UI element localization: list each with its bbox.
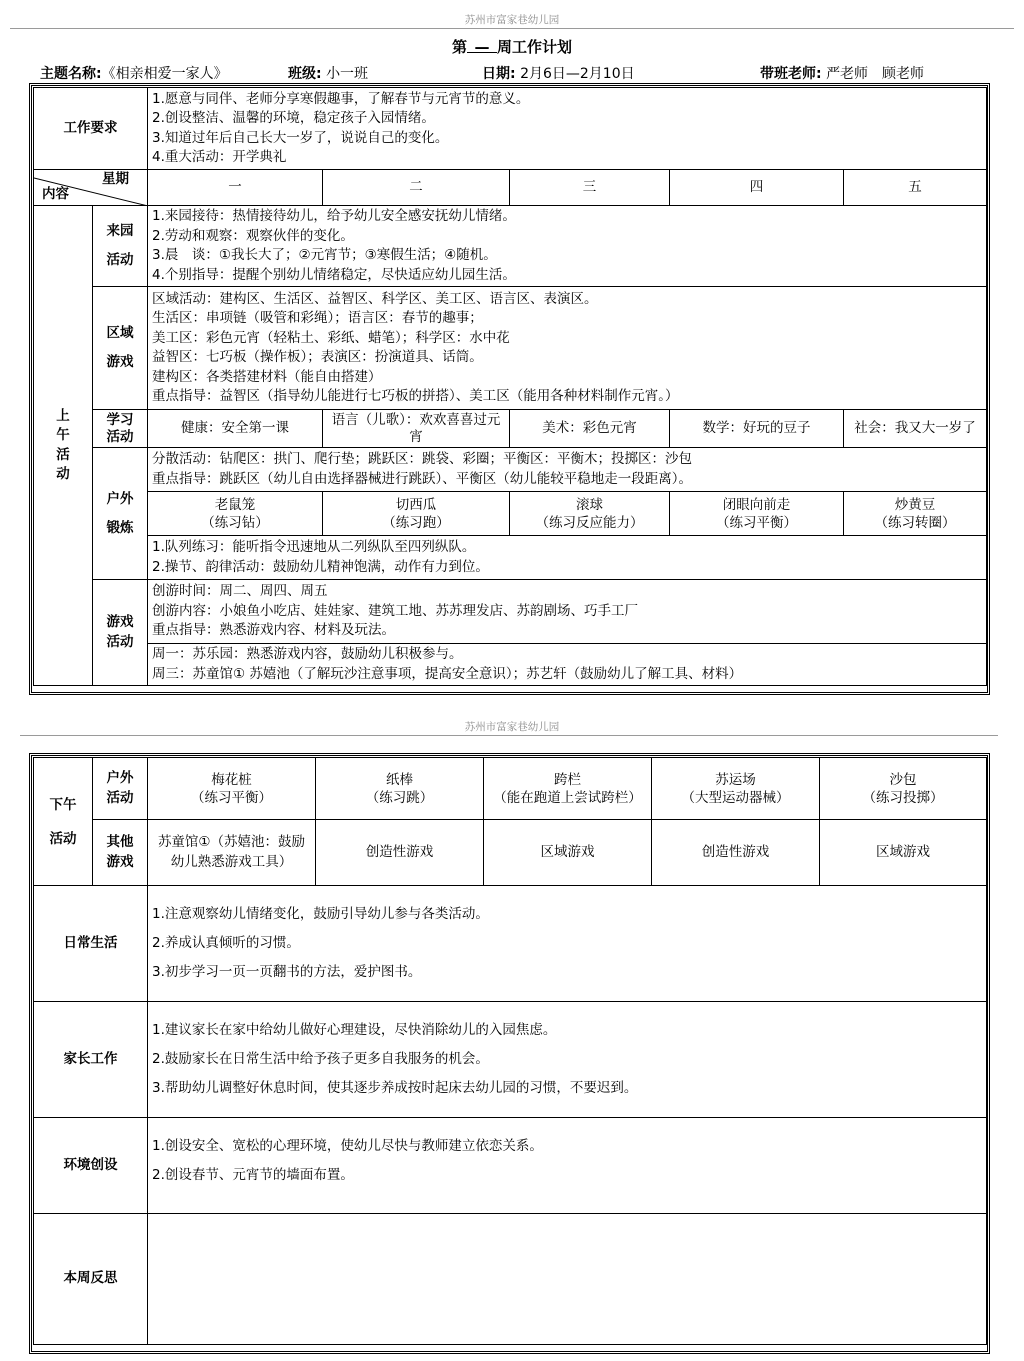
work-requirements-content [148, 88, 987, 170]
outdoor-bottom-row [34, 536, 987, 580]
afternoon-activity-label [34, 758, 93, 886]
header-rule-page2 [20, 735, 998, 736]
daily-life-label: 日常生活 [34, 886, 148, 1002]
afternoon-game-note: （大型运动器械） [681, 789, 790, 806]
area-label-line: 区域 [106, 325, 134, 341]
afternoon-game-note: （练习投掷） [862, 789, 944, 806]
area-item: 美工区：彩色元宵（轻粘土、彩纸、蜡笔）；科学区：水中花 [152, 329, 510, 346]
day-header-fri: 五 [844, 170, 987, 206]
outdoor-game-note: （练习跑） [382, 514, 450, 531]
outdoor-game-name: 老鼠笼 [214, 496, 256, 513]
outdoor-item: 1.队列练习：能听指令迅速地从二列纵队至四列纵队。 [152, 539, 476, 555]
outdoor-game-wed [510, 492, 670, 536]
afternoon-game-note: （练习平衡） [191, 789, 272, 806]
daily-item: 3.初步学习一页一页翻书的方法，爱护图书。 [152, 964, 422, 980]
work-requirements-label: 工作要求 [34, 88, 148, 170]
weekly-plan-table [33, 87, 987, 686]
afternoon-outdoor-thu [652, 758, 820, 820]
environment-row [34, 1118, 987, 1214]
outdoor-game-tue [323, 492, 510, 536]
daily-life-content [148, 886, 987, 1002]
study-label-line: 学习 [106, 411, 134, 428]
outdoor-bottom-content [148, 536, 987, 580]
afternoon-game-name: 跨栏 [554, 771, 581, 788]
day-header-thu: 四 [670, 170, 844, 206]
morning-label-char: 动 [56, 466, 70, 482]
theme-field [40, 63, 228, 83]
arrival-activity-label [93, 206, 148, 287]
outdoor-item: 2.操节、韵律活动：鼓励幼儿精神饱满，动作有力到位。 [152, 558, 489, 575]
area-item: 区域活动：建构区、生活区、益智区、科学区、美工区、语言区、表演区。 [152, 290, 598, 307]
outdoor-game-note: （练习平衡） [716, 514, 797, 531]
outdoor-top-row [34, 448, 987, 492]
school-header-page2: 苏州市富家巷幼儿园 [464, 721, 560, 733]
afternoon-other-label-line: 其他 [106, 834, 134, 850]
environment-content [148, 1118, 987, 1214]
afternoon-game-name: 纸棒 [386, 771, 413, 788]
parent-item: 3.帮助幼儿调整好休息时间，使其逐步养成按时起床去幼儿园的习惯，不要迟到。 [152, 1080, 638, 1096]
afternoon-other-tue: 创造性游戏 [316, 820, 484, 886]
outdoor-item: 重点指导：跳跃区（幼儿自由选择器械进行跳跃）、平衡区（幼儿能较平稳地走一段距离）。 [152, 470, 692, 487]
arrival-item: 4.个别指导：提醒个别幼儿情绪稳定，尽快适应幼儿园生活。 [152, 266, 516, 283]
arrival-item: 2.劳动和观察：观察伙伴的变化。 [152, 227, 354, 244]
outdoor-game-thu [670, 492, 844, 536]
header-rule [10, 28, 1014, 29]
morning-label-char: 午 [56, 427, 70, 443]
game-item: 周一：苏乐园：熟悉游戏内容，鼓励幼儿积极参与。 [152, 646, 463, 662]
game-top-row [34, 580, 987, 644]
plan-title [0, 36, 1024, 57]
afternoon-outdoor-mon [148, 758, 316, 820]
morning-activity-label [34, 206, 93, 686]
game-item: 重点指导：熟悉游戏内容、材料及玩法。 [152, 622, 395, 639]
environment-item: 1.创设安全、宽松的心理环境，使幼儿尽快与教师建立依恋关系。 [152, 1138, 543, 1154]
date-field [482, 63, 635, 83]
area-label-line: 游戏 [106, 354, 134, 370]
daily-item: 1.注意观察幼儿情绪变化，鼓励引导幼儿参与各类活动。 [152, 906, 489, 922]
area-game-row [34, 287, 987, 410]
game-activity-label [93, 580, 148, 686]
afternoon-game-name: 梅花桩 [211, 771, 252, 788]
afternoon-outdoor-label-line: 户外 [106, 770, 134, 786]
study-label-line: 活动 [106, 428, 134, 445]
afternoon-game-name: 苏运场 [715, 771, 756, 788]
outdoor-game-fri [844, 492, 987, 536]
teacher-field [760, 63, 924, 83]
class-field [288, 63, 368, 83]
daily-life-row [34, 886, 987, 1002]
date-value: 2月6日—2月10日 [520, 66, 635, 82]
study-cell-tue: 语言（儿歌）：欢欢喜喜过元宵 [323, 410, 510, 448]
parent-item: 1.建议家长在家中给幼儿做好心理建设，尽快消除幼儿的入园焦虑。 [152, 1022, 557, 1038]
school-header: 苏州市富家巷幼儿园 [464, 14, 560, 26]
game-bottom-row [34, 644, 987, 686]
week-number-blank: — [467, 38, 497, 53]
plan-title-suffix: 周工作计划 [497, 38, 573, 56]
game-label-line: 游戏 [106, 614, 134, 630]
game-bottom-content [148, 644, 987, 686]
afternoon-outdoor-tue [316, 758, 484, 820]
outdoor-game-mon [148, 492, 323, 536]
theme-value: 《相亲相爱一家人》 [101, 66, 228, 82]
outdoor-label-line: 户外 [106, 490, 134, 507]
work-req-item: 1.愿意与同伴、老师分享寒假趣事，了解春节与元宵节的意义。 [152, 90, 530, 107]
afternoon-other-mon: 苏童馆①（苏嬉池：鼓励幼儿熟悉游戏工具） [148, 820, 316, 886]
study-activity-row [34, 410, 987, 448]
theme-label: 主题名称: [40, 66, 102, 82]
environment-label: 环境创设 [34, 1118, 148, 1214]
date-label: 日期: [482, 66, 516, 82]
class-value: 小一班 [326, 66, 369, 82]
study-cell-wed: 美术：彩色元宵 [510, 410, 670, 448]
content-header-label: 内容 [42, 185, 69, 202]
area-item: 重点指导：益智区（指导幼儿能进行七巧板的拼搭）、美工区（能用各种材料制作元宵。） [152, 388, 679, 404]
afternoon-outdoor-fri [820, 758, 987, 820]
reflection-label: 本周反思 [34, 1214, 148, 1345]
work-requirements-row [34, 88, 987, 170]
parent-work-content [148, 1002, 987, 1118]
class-label: 班级: [288, 66, 322, 82]
afternoon-label-line: 活动 [49, 830, 77, 847]
area-game-content [148, 287, 987, 410]
area-item: 建构区：各类搭建材料（能自由搭建） [152, 368, 382, 385]
teacher-value: 严老师 顾老师 [826, 66, 925, 82]
afternoon-outdoor-wed [484, 758, 652, 820]
study-cell-thu: 数学：好玩的豆子 [670, 410, 844, 448]
afternoon-label-line: 下午 [49, 796, 77, 813]
game-item: 创游内容：小娘鱼小吃店、娃娃家、建筑工地、苏苏理发店、苏韵剧场、巧手工厂 [152, 602, 638, 619]
teacher-label: 带班老师: [760, 66, 822, 82]
afternoon-other-fri: 区域游戏 [820, 820, 987, 886]
weekly-plan-table-page2 [33, 757, 987, 1345]
outdoor-game-note: （练习反应能力） [535, 514, 644, 531]
afternoon-outdoor-row [34, 758, 987, 820]
outdoor-game-name: 切西瓜 [395, 496, 437, 513]
outdoor-game-note: （练习钻） [201, 514, 269, 531]
arrival-item: 3.晨 谈：①我长大了；②元宵节；③寒假生活；④随机。 [152, 247, 497, 263]
parent-work-row [34, 1002, 987, 1118]
outdoor-exercise-label [93, 448, 148, 580]
morning-label-char: 上 [56, 407, 70, 424]
game-item: 创游时间：周二、周四、周五 [152, 583, 328, 600]
area-item: 益智区：七巧板（操作板）；表演区：扮演道具、话筒。 [152, 349, 483, 365]
weekday-header-row [34, 170, 987, 206]
afternoon-other-thu: 创造性游戏 [652, 820, 820, 886]
area-item: 生活区：串项链（吸管和彩绳）；语言区：春节的趣事； [152, 310, 483, 326]
day-header-tue: 二 [323, 170, 510, 206]
work-req-item: 3.知道过年后自己长大一岁了，说说自己的变化。 [152, 129, 449, 146]
game-item: 周三：苏童馆① 苏嬉池（了解玩沙注意事项，提高安全意识）；苏艺轩（鼓励幼儿了解工具、材料） [152, 665, 743, 682]
study-cell-mon: 健康：安全第一课 [148, 410, 323, 448]
outdoor-label-line: 锻炼 [106, 519, 134, 536]
environment-item: 2.创设春节、元宵节的墙面布置。 [152, 1167, 354, 1183]
area-game-label [93, 287, 148, 410]
afternoon-game-name: 沙包 [889, 771, 917, 788]
morning-label-char: 活 [56, 446, 70, 463]
daily-item: 2.养成认真倾听的习惯。 [152, 935, 300, 951]
afternoon-other-row [34, 820, 987, 886]
work-req-item: 4.重大活动：开学典礼 [152, 149, 287, 165]
outdoor-top-content [148, 448, 987, 492]
afternoon-other-wed: 区域游戏 [484, 820, 652, 886]
reflection-row [34, 1214, 987, 1345]
afternoon-game-note: （练习跳） [365, 789, 434, 806]
diagonal-header-cell [34, 170, 148, 206]
outdoor-game-note: （练习转圈） [874, 514, 956, 531]
afternoon-outdoor-label [93, 758, 148, 820]
outdoor-game-name: 炒黄豆 [894, 496, 936, 513]
arrival-label-line: 活动 [106, 252, 134, 268]
afternoon-outdoor-label-line: 活动 [106, 789, 134, 806]
afternoon-other-label [93, 820, 148, 886]
day-header-mon: 一 [148, 170, 323, 206]
arrival-activity-row [34, 206, 987, 287]
parent-item: 2.鼓励家长在日常生活中给予孩子更多自我服务的机会。 [152, 1051, 489, 1067]
work-req-item: 2.创设整洁、温馨的环境，稳定孩子入园情绪。 [152, 110, 435, 126]
study-activity-label [93, 410, 148, 448]
plan-title-prefix: 第 [451, 38, 467, 56]
reflection-content[interactable] [148, 1214, 987, 1345]
arrival-activity-content [148, 206, 987, 287]
game-label-line: 活动 [106, 633, 134, 650]
outdoor-game-name: 闭眼向前走 [722, 496, 791, 513]
day-header-wed: 三 [510, 170, 670, 206]
afternoon-other-label-line: 游戏 [106, 853, 134, 870]
outdoor-games-row [34, 492, 987, 536]
outdoor-game-name: 滚球 [576, 496, 603, 513]
afternoon-game-note: （能在跑道上尝试跨栏） [493, 789, 642, 806]
game-top-content [148, 580, 987, 644]
parent-work-label: 家长工作 [34, 1002, 148, 1118]
arrival-item: 1.来园接待：热情接待幼儿，给予幼儿安全感安抚幼儿情绪。 [152, 208, 516, 224]
outdoor-item: 分散活动：钻爬区：拱门、爬行垫；跳跃区：跳袋、彩圈；平衡区：平衡木；投掷区：沙包 [152, 451, 692, 467]
week-header-label: 星期 [102, 171, 129, 187]
arrival-label-line: 来园 [106, 223, 134, 239]
study-cell-fri: 社会：我又大一岁了 [844, 410, 987, 448]
